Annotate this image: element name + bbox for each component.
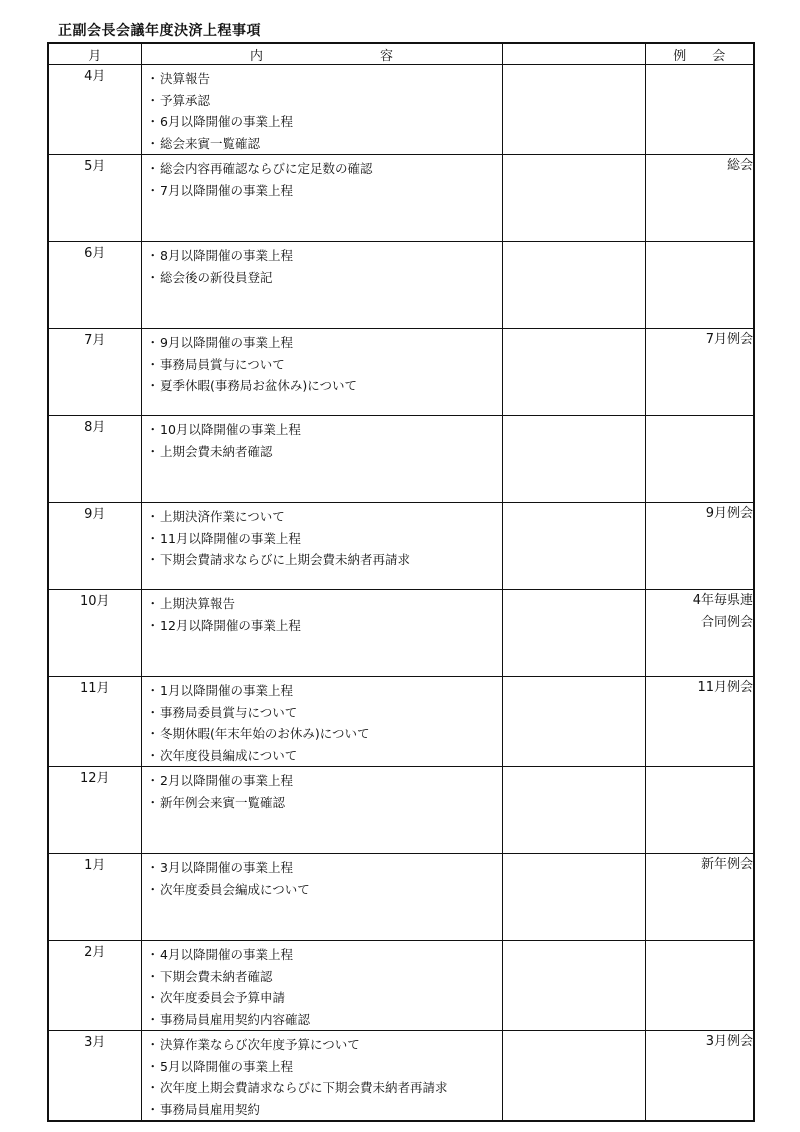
table-row (48, 854, 754, 941)
agenda-list (142, 677, 502, 766)
agenda-item: ・ 4月以降開催の事業上程 (147, 944, 502, 966)
table-row (48, 503, 754, 590)
agenda-list (142, 590, 502, 636)
agenda-item: ・ 1月以降開催の事業上程 (147, 680, 502, 702)
content-cell (141, 416, 502, 503)
agenda-item: ・ 事務局員雇用契約 (147, 1099, 502, 1121)
header-month: 月 (48, 43, 141, 65)
meeting-label: 4年毎県連 (692, 593, 753, 608)
content-cell (141, 65, 502, 155)
meeting-label: 7月例会 (705, 332, 753, 347)
meeting-cell (645, 65, 754, 155)
table-row (48, 416, 754, 503)
agenda-item: ・ 夏季休暇(事務局お盆休み)について (147, 375, 502, 397)
meeting-label: 3月例会 (705, 1034, 753, 1049)
schedule-body (48, 65, 754, 1122)
content-cell (141, 767, 502, 854)
blank-cell (502, 155, 645, 242)
month-cell: 5月 (48, 155, 141, 242)
agenda-item: ・ 事務局員賞与について (147, 354, 502, 376)
month-cell: 10月 (48, 590, 141, 677)
month-cell: 2月 (48, 941, 141, 1031)
table-row (48, 941, 754, 1031)
month-cell: 1月 (48, 854, 141, 941)
agenda-item: ・ 次年度委員会予算申請 (147, 987, 502, 1009)
agenda-item: ・ 2月以降開催の事業上程 (147, 770, 502, 792)
blank-cell (502, 590, 645, 677)
blank-cell (502, 329, 645, 416)
table-row (48, 1031, 754, 1122)
agenda-item: ・ 総会内容再確認ならびに定足数の確認 (147, 158, 502, 180)
header-row (48, 43, 754, 65)
agenda-item: ・ 下期会費請求ならびに上期会費未納者再請求 (147, 549, 502, 571)
table-row (48, 677, 754, 767)
month-cell: 11月 (48, 677, 141, 767)
meeting-label: 11月例会 (697, 680, 753, 695)
agenda-item: ・ 次年度役員編成について (147, 745, 502, 767)
agenda-list (142, 416, 502, 462)
header-blank (502, 43, 645, 65)
meeting-label: 9月例会 (705, 506, 753, 521)
meeting-cell (645, 677, 754, 767)
agenda-list (142, 1031, 502, 1120)
agenda-item: ・ 決算作業ならび次年度予算について (147, 1034, 502, 1056)
content-cell (141, 503, 502, 590)
blank-cell (502, 65, 645, 155)
meeting-cell (645, 854, 754, 941)
agenda-item: ・ 予算承認 (147, 90, 502, 112)
meeting-cell (645, 1031, 754, 1122)
month-cell: 12月 (48, 767, 141, 854)
agenda-item: ・ 次年度委員会編成について (147, 879, 502, 901)
agenda-list (142, 854, 502, 900)
agenda-list (142, 242, 502, 288)
agenda-item: ・ 8月以降開催の事業上程 (147, 245, 502, 267)
agenda-item: ・ 事務局員雇用契約内容確認 (147, 1009, 502, 1031)
content-cell (141, 590, 502, 677)
month-cell: 4月 (48, 65, 141, 155)
agenda-list (142, 767, 502, 813)
agenda-item: ・ 11月以降開催の事業上程 (147, 528, 502, 550)
meeting-cell (645, 416, 754, 503)
agenda-item: ・ 5月以降開催の事業上程 (147, 1056, 502, 1078)
agenda-item: ・ 9月以降開催の事業上程 (147, 332, 502, 354)
agenda-item: ・ 7月以降開催の事業上程 (147, 180, 502, 202)
agenda-list (142, 329, 502, 397)
table-row (48, 242, 754, 329)
month-cell: 6月 (48, 242, 141, 329)
meeting-cell (645, 941, 754, 1031)
meeting-cell (645, 242, 754, 329)
content-cell (141, 242, 502, 329)
agenda-item: ・ 新年例会来賓一覧確認 (147, 792, 502, 814)
agenda-item: ・ 総会来賓一覧確認 (147, 133, 502, 155)
agenda-item: ・ 12月以降開催の事業上程 (147, 615, 502, 637)
agenda-item: ・ 10月以降開催の事業上程 (147, 419, 502, 441)
content-cell (141, 677, 502, 767)
content-cell (141, 1031, 502, 1122)
agenda-item: ・ 下期会費未納者確認 (147, 966, 502, 988)
table-row (48, 65, 754, 155)
agenda-item: ・ 決算報告 (147, 68, 502, 90)
month-cell: 9月 (48, 503, 141, 590)
content-cell (141, 155, 502, 242)
table-row (48, 590, 754, 677)
table-row (48, 767, 754, 854)
header-meeting: 例 会 (645, 43, 754, 65)
content-cell (141, 329, 502, 416)
agenda-list (142, 503, 502, 571)
table-row (48, 329, 754, 416)
blank-cell (502, 503, 645, 590)
meeting-label: 新年例会 (700, 857, 753, 872)
meeting-label: 総会 (726, 158, 753, 173)
blank-cell (502, 767, 645, 854)
meeting-cell (645, 329, 754, 416)
agenda-item: ・ 冬期休暇(年末年始のお休み)について (147, 723, 502, 745)
month-cell: 8月 (48, 416, 141, 503)
agenda-item: ・ 次年度上期会費請求ならびに下期会費未納者再請求 (147, 1077, 502, 1099)
agenda-item: ・ 事務局委員賞与について (147, 702, 502, 724)
agenda-item: ・ 上期会費未納者確認 (147, 441, 502, 463)
agenda-item: ・ 6月以降開催の事業上程 (147, 111, 502, 133)
blank-cell (502, 941, 645, 1031)
agenda-list (142, 941, 502, 1030)
meeting-cell (645, 155, 754, 242)
blank-cell (502, 1031, 645, 1122)
agenda-item: ・ 3月以降開催の事業上程 (147, 857, 502, 879)
blank-cell (502, 242, 645, 329)
meeting-label: 合同例会 (700, 615, 753, 630)
blank-cell (502, 854, 645, 941)
blank-cell (502, 416, 645, 503)
content-cell (141, 941, 502, 1031)
meeting-cell (645, 503, 754, 590)
table-row (48, 155, 754, 242)
agenda-list (142, 65, 502, 154)
header-content: 内 容 (141, 43, 502, 65)
agenda-item: ・ 総会後の新役員登記 (147, 267, 502, 289)
schedule-table (47, 42, 755, 1122)
agenda-list (142, 155, 502, 201)
blank-cell (502, 677, 645, 767)
month-cell: 3月 (48, 1031, 141, 1122)
meeting-cell (645, 767, 754, 854)
content-cell (141, 854, 502, 941)
document-title: 正副会長会議年度決済上程事項 (58, 23, 261, 39)
agenda-item: ・ 上期決算報告 (147, 593, 502, 615)
meeting-cell (645, 590, 754, 677)
agenda-item: ・ 上期決済作業について (147, 506, 502, 528)
month-cell: 7月 (48, 329, 141, 416)
